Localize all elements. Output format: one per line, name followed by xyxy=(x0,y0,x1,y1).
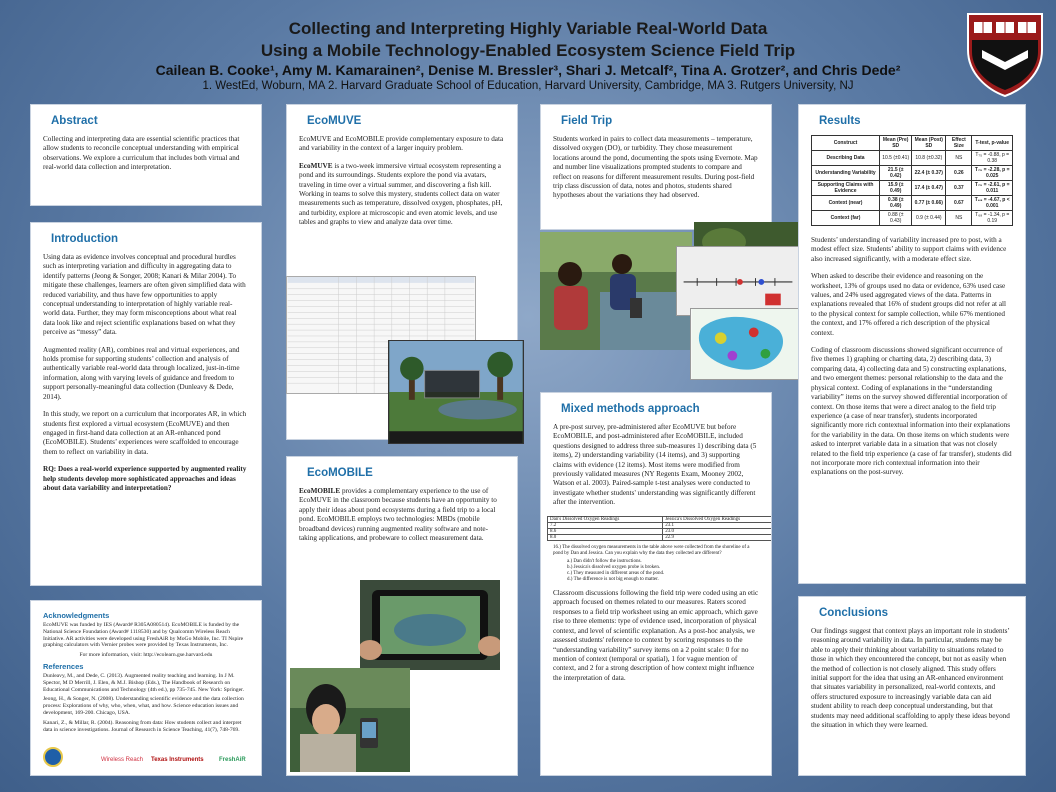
table-cell: 22.9 xyxy=(663,534,772,540)
acknowledgments-heading: Acknowledgments xyxy=(43,611,110,620)
table-row: Supporting Claims with Evidence 15.9 (± 0.49) 17.4 (± 0.47) 0.37 T₇₅ = -2.61, p = 0.011 xyxy=(812,181,1013,196)
survey-question-16: 16.) The dissolved oxygen measurements in the table above were collected from the shoreline of a pond by Dan and Jessica. Can you explain why the data they collected are different? xyxy=(553,544,750,556)
conclusions-text: Our findings suggest that context plays an important role in students’ reasoning around variability in data. In particular, students may be able to apply their thinking about variability to situations related to those in which they encountered the concept, but not as easily when the method of collection is not closely aligned. This study offers initial support for the idea that using an AR-enhanced environment that situates variability in personalized, real-world contexts, and offers structured exposure to increasingly variable data can aid student ability to reach deep conceptual understanding, but that students may need additional scaffolding to apply these ideas beyond the situation in which they were learned. xyxy=(811,627,1010,730)
results-col-effect: Effect Size xyxy=(946,136,972,151)
abstract-heading: Abstract xyxy=(51,115,98,127)
freshair-logo: FreshAiR xyxy=(219,757,246,763)
pond-map-visualization xyxy=(690,308,800,380)
results-col-construct: Construct xyxy=(812,136,880,151)
acknowledgments-text: EcoMUVE was funded by IES (Award# R305A080514). EcoMOBILE is funded by the National Science Foundation (Award# 1118530) and by Qualcomm Wireless Reach Initiative. AR activities were developed using FreshAiR by MoGo Mobile, Inc. TI Nspire graphing calculators with Vernier probes were provided by Texas Instruments, Inc. xyxy=(43,622,244,649)
survey-option-a: a.) Dan didn't follow the instructions. xyxy=(567,559,642,565)
wireless-reach-logo: Wireless Reach xyxy=(101,757,144,763)
mixed-methods-paragraph-2: Classroom discussions following the field trip were coded using an etic approach focused on themes related to our measures. Raters scored responses to a field trip worksheet using an emic approach, which gave rise to three elements: type of evidence used, incorporation of physical context, and level of scientific explanation. As a post-hoc analysis, we assessed students' reference to context by scoring responses to the “understanding variability” survey items on a 2 point scale: 0 for no mention of context (temporal or spatial), 1 for vague mention of context, and 2 for a strong description of how context might influence the interpretation of data. xyxy=(553,589,759,682)
poster-header xyxy=(0,0,1056,100)
number-line-visualization xyxy=(676,246,800,316)
ecomuve-virtual-world-screenshot xyxy=(388,340,524,444)
ecomobile-paragraph: EcoMOBILE provides a complementary experience to the use of EcoMUVE in the classroom because students have an opportunity to apply their ideas about pond ecosystems during a field trip to a local pond. EcoMOBILE employs two technologies: MBDs (mobile broadband devices) running augmented reality software and note-taking applications, and probeware to collect measurement data. xyxy=(299,487,497,543)
table-cell: 8.0 xyxy=(548,534,663,540)
student-with-probe-photo xyxy=(290,668,410,772)
ecomuve-heading: EcoMUVE xyxy=(307,115,362,127)
ecomobile-heading: EcoMOBILE xyxy=(307,467,373,479)
poster-title-line1: Collecting and Interpreting Highly Variable Real-World Data xyxy=(288,19,768,38)
survey-option-b: b.) Jessica's dissolved oxygen probe is broken. xyxy=(567,565,661,571)
field-trip-heading: Field Trip xyxy=(561,115,613,127)
intro-paragraph-1: Using data as evidence involves conceptual and procedural hurdles such as interpreting variation and difficulty in aggregating data to identify patterns (Jeong & Songer, 2008; Kanari & Milar 2004). To mitigate these challenges, learners are often given simplified data with reduced variability, and thus have few opportunities to apply conceptual understanding to interpretation of highly variable real-world data. Further, they may form misconceptions about what real data look like and reject scientific explanations based on what they perceive as “messy” data. xyxy=(43,253,246,337)
field-trip-text: Students worked in pairs to collect data measurements – temperature, dissolved oxygen (DO), or turbidity. They chose measurement locations around the pond, documenting the spots using Evernote. Map and number line visualizations prompted students to compare and reflect on reasons for different measurement results. During post-field trip class discussion of data, notes and photos, students shared hypotheses about the variations they had observed. xyxy=(553,135,758,200)
survey-option-d: d.) The difference is not big enough to matter. xyxy=(567,577,659,583)
research-question: RQ: Does a real-world experience supported by augmented reality help students develop more sophisticated approaches and ideas about data variability and interpretation? xyxy=(43,465,247,492)
poster-affiliations: 1. WestEd, Woburn, MA 2. Harvard Graduate School of Education, Harvard University, Cambridge, MA 3. Rutgers University, NJ xyxy=(202,80,854,92)
table-cell: 23.1 xyxy=(663,522,772,528)
results-col-post: Mean (Post) SD xyxy=(912,136,946,151)
conclusions-panel xyxy=(798,596,1026,776)
table-row: Context (far) 0.88 (± 0.43) 0.9 (± 0.44) NS T₆₈ = -1.34, p = 0.19 xyxy=(812,211,1013,226)
students-at-pond-photo xyxy=(540,232,692,350)
mixed-methods-panel xyxy=(540,392,772,776)
nsf-logo xyxy=(43,747,63,767)
results-paragraph-2: When asked to describe their evidence and reasoning on the worksheet, 13% of groups used no data or evidence, 63% used case values, and 24% used aggregated views of the data. Patterns in explanations revealed that 16% of student groups did not refer at all to the physical context for sample collection, while 67% mentioned the context, and 17% offered a rich description of the physical context. xyxy=(811,272,1006,337)
abstract-text: Collecting and interpreting data are essential scientific practices that allow students to reconcile conceptual understanding with empirical observations. We explore a curriculum that includes both virtual and real-world data collection and interpretation. xyxy=(43,135,240,172)
table-row: Context (near) 0.38 (± 0.49) 0.77 (± 0.66) 0.67 T₆₈ = -4.67, p < 0.001 xyxy=(812,196,1013,211)
results-col-pre: Mean (Pre) SD xyxy=(880,136,912,151)
harvard-shield-logo xyxy=(960,10,1050,98)
intro-paragraph-2: Augmented reality (AR), combines real and virtual experiences, and holds promise for supporting students’ collection and analysis of authentically variable real-world data through localized, just-in-time information, along with varying levels of guidance and freedom to support personally-meaningful data collection (Dunleavy & Dede, 2014). xyxy=(43,345,240,401)
ecomuve-paragraph-2: EcoMUVE is a two-week immersive virtual ecosystem representing a pond and its surroundings. Students explore the pond via avatars, traveling in time over a virtual summer, and discovering a fish kill. Working in teams to solve this mystery, students collect data on water measurements such as temperature, dissolved oxygen, phosphates, pH, and turbidity, explore at microscopic and even atomic levels, and use tables and graphs to view and analyze data over time. xyxy=(299,161,503,227)
reference-1: Dunleavy, M., and Dede, C. (2013). Augmented reality teaching and learning. In J M. Spector, M D Merrill, J. Elen, & M.J. Bishop (Eds.), The Handbook of Research on Educational Communications and Technology (4th ed.), pp 735-745. New York: Springer. xyxy=(43,672,245,693)
table-cell: 8.6 xyxy=(548,528,663,534)
do-table-header-jessica: Jessica's Dissolved Oxygen Readings xyxy=(663,516,772,522)
results-col-ttest: T-test, p-value xyxy=(972,136,1013,151)
mixed-methods-paragraph-1: A pre-post survey, pre-administered after EcoMUVE but before EcoMOBILE, and post-administered after EcoMOBILE, included questions designed to address three sub-measures 1) describing data (5 items), 2) understanding variability (14 items), and 3) supporting claims with evidence (12 items). Most items were modified from previously validated measures (NY Regents Exam, Mooney 2002, Watson et al. 2003). Paired-sample t-test analyses were conducted to investigate whether students' understanding was significantly different after the intervention. xyxy=(553,423,757,507)
table-row: Understanding Variability 21.5 (± 0.42) 22.4 (± 0.37) 0.26 T₇₅ = -2.28, p = 0.025 xyxy=(812,166,1013,181)
introduction-panel xyxy=(30,222,262,586)
table-cell: 7.2 xyxy=(548,522,663,528)
results-paragraph-1: Students’ understanding of variability increased pre to post, with a modest effect size. Students’ ability to support claims with evidence also increased significantly, with a moderate effect size. xyxy=(811,236,1007,263)
more-info-link[interactable]: For more information, visit: http://ecolearn.gse.harvard.edu xyxy=(79,652,213,659)
results-paragraph-3: Coding of classroom discussions showed significant occurrence of five themes 1) graphing or charting data, 2) describing data, 3) comparing data, 4) collecting data and 5) constructing explanations, and two emergent themes: personal relationship to the data and the physical context. Coding of explanations in the “understanding variability” items on the survey showed differential incorporation of context. On those items that were a direct analog to the field trip experience (a case of near transfer), students incorporated significantly more rich contextual information into their explanations for the variability in the data. On those items on which students were asked to interpret variable data in a situation that was not closely related to the field trip experience (a case of far transfer), students did not incorporate more rich contextual information into their explanations on the post-survey. xyxy=(811,346,1012,477)
abstract-panel xyxy=(30,104,262,206)
acknowledgments-panel xyxy=(30,600,262,776)
results-table xyxy=(811,135,1013,226)
results-panel xyxy=(798,104,1026,584)
survey-option-c: c.) They measured in different areas of the pond. xyxy=(567,571,665,577)
poster-authors: Cailean B. Cooke¹, Amy M. Kamarainen², Denise M. Bressler³, Shari J. Metcalf², Tina A. Grotzer², and Chris Dede² xyxy=(155,62,901,78)
do-table-header-dan: Dan's Dissolved Oxygen Readings xyxy=(548,516,663,522)
reference-2: Jeong, H., & Songer, N. (2008). Understanding scientific evidence and the data collection process: Explorations of why, who, when, what, and how. Science education issues and development, 169-200. Chicago, USA. xyxy=(43,696,244,716)
reference-3: Kanari, Z., & Millar, R. (2004). Reasoning from data: How students collect and interpret data in science investigations. Journal of Research in Science Teaching, 41(7), 748-769. xyxy=(43,719,242,733)
introduction-heading: Introduction xyxy=(51,233,119,245)
table-row: Describing Data 10.5 (±0.41) 10.8 (±0.32) NS T₇₅ = -0.88, p = 0.38 xyxy=(812,151,1013,166)
ecomobile-tablet-photo xyxy=(360,580,500,670)
dissolved-oxygen-table xyxy=(547,516,772,541)
mixed-methods-heading: Mixed methods approach xyxy=(561,403,700,415)
table-cell: 23.0 xyxy=(663,528,772,534)
ecomuve-paragraph-1: EcoMUVE and EcoMOBILE provide complementary exposure to data and variability in the context of a larger inquiry problem. xyxy=(299,135,504,153)
field-trip-panel xyxy=(540,104,772,230)
results-heading: Results xyxy=(819,115,861,127)
texas-instruments-logo: Texas Instruments xyxy=(151,757,204,763)
poster-title-line2: Using a Mobile Technology-Enabled Ecosystem Science Field Trip xyxy=(260,41,796,60)
conclusions-heading: Conclusions xyxy=(819,607,889,619)
intro-paragraph-3: In this study, we report on a curriculum that incorporates AR, in which students first explored a virtual ecosystem (EcoMUVE) and then engaged in first-hand data collection at an AR-enhanced pond (EcoMOBILE). Students’ experiences were scaffolded to encourage them to reflect on variability in data. xyxy=(43,410,247,456)
references-heading: References xyxy=(43,661,84,671)
